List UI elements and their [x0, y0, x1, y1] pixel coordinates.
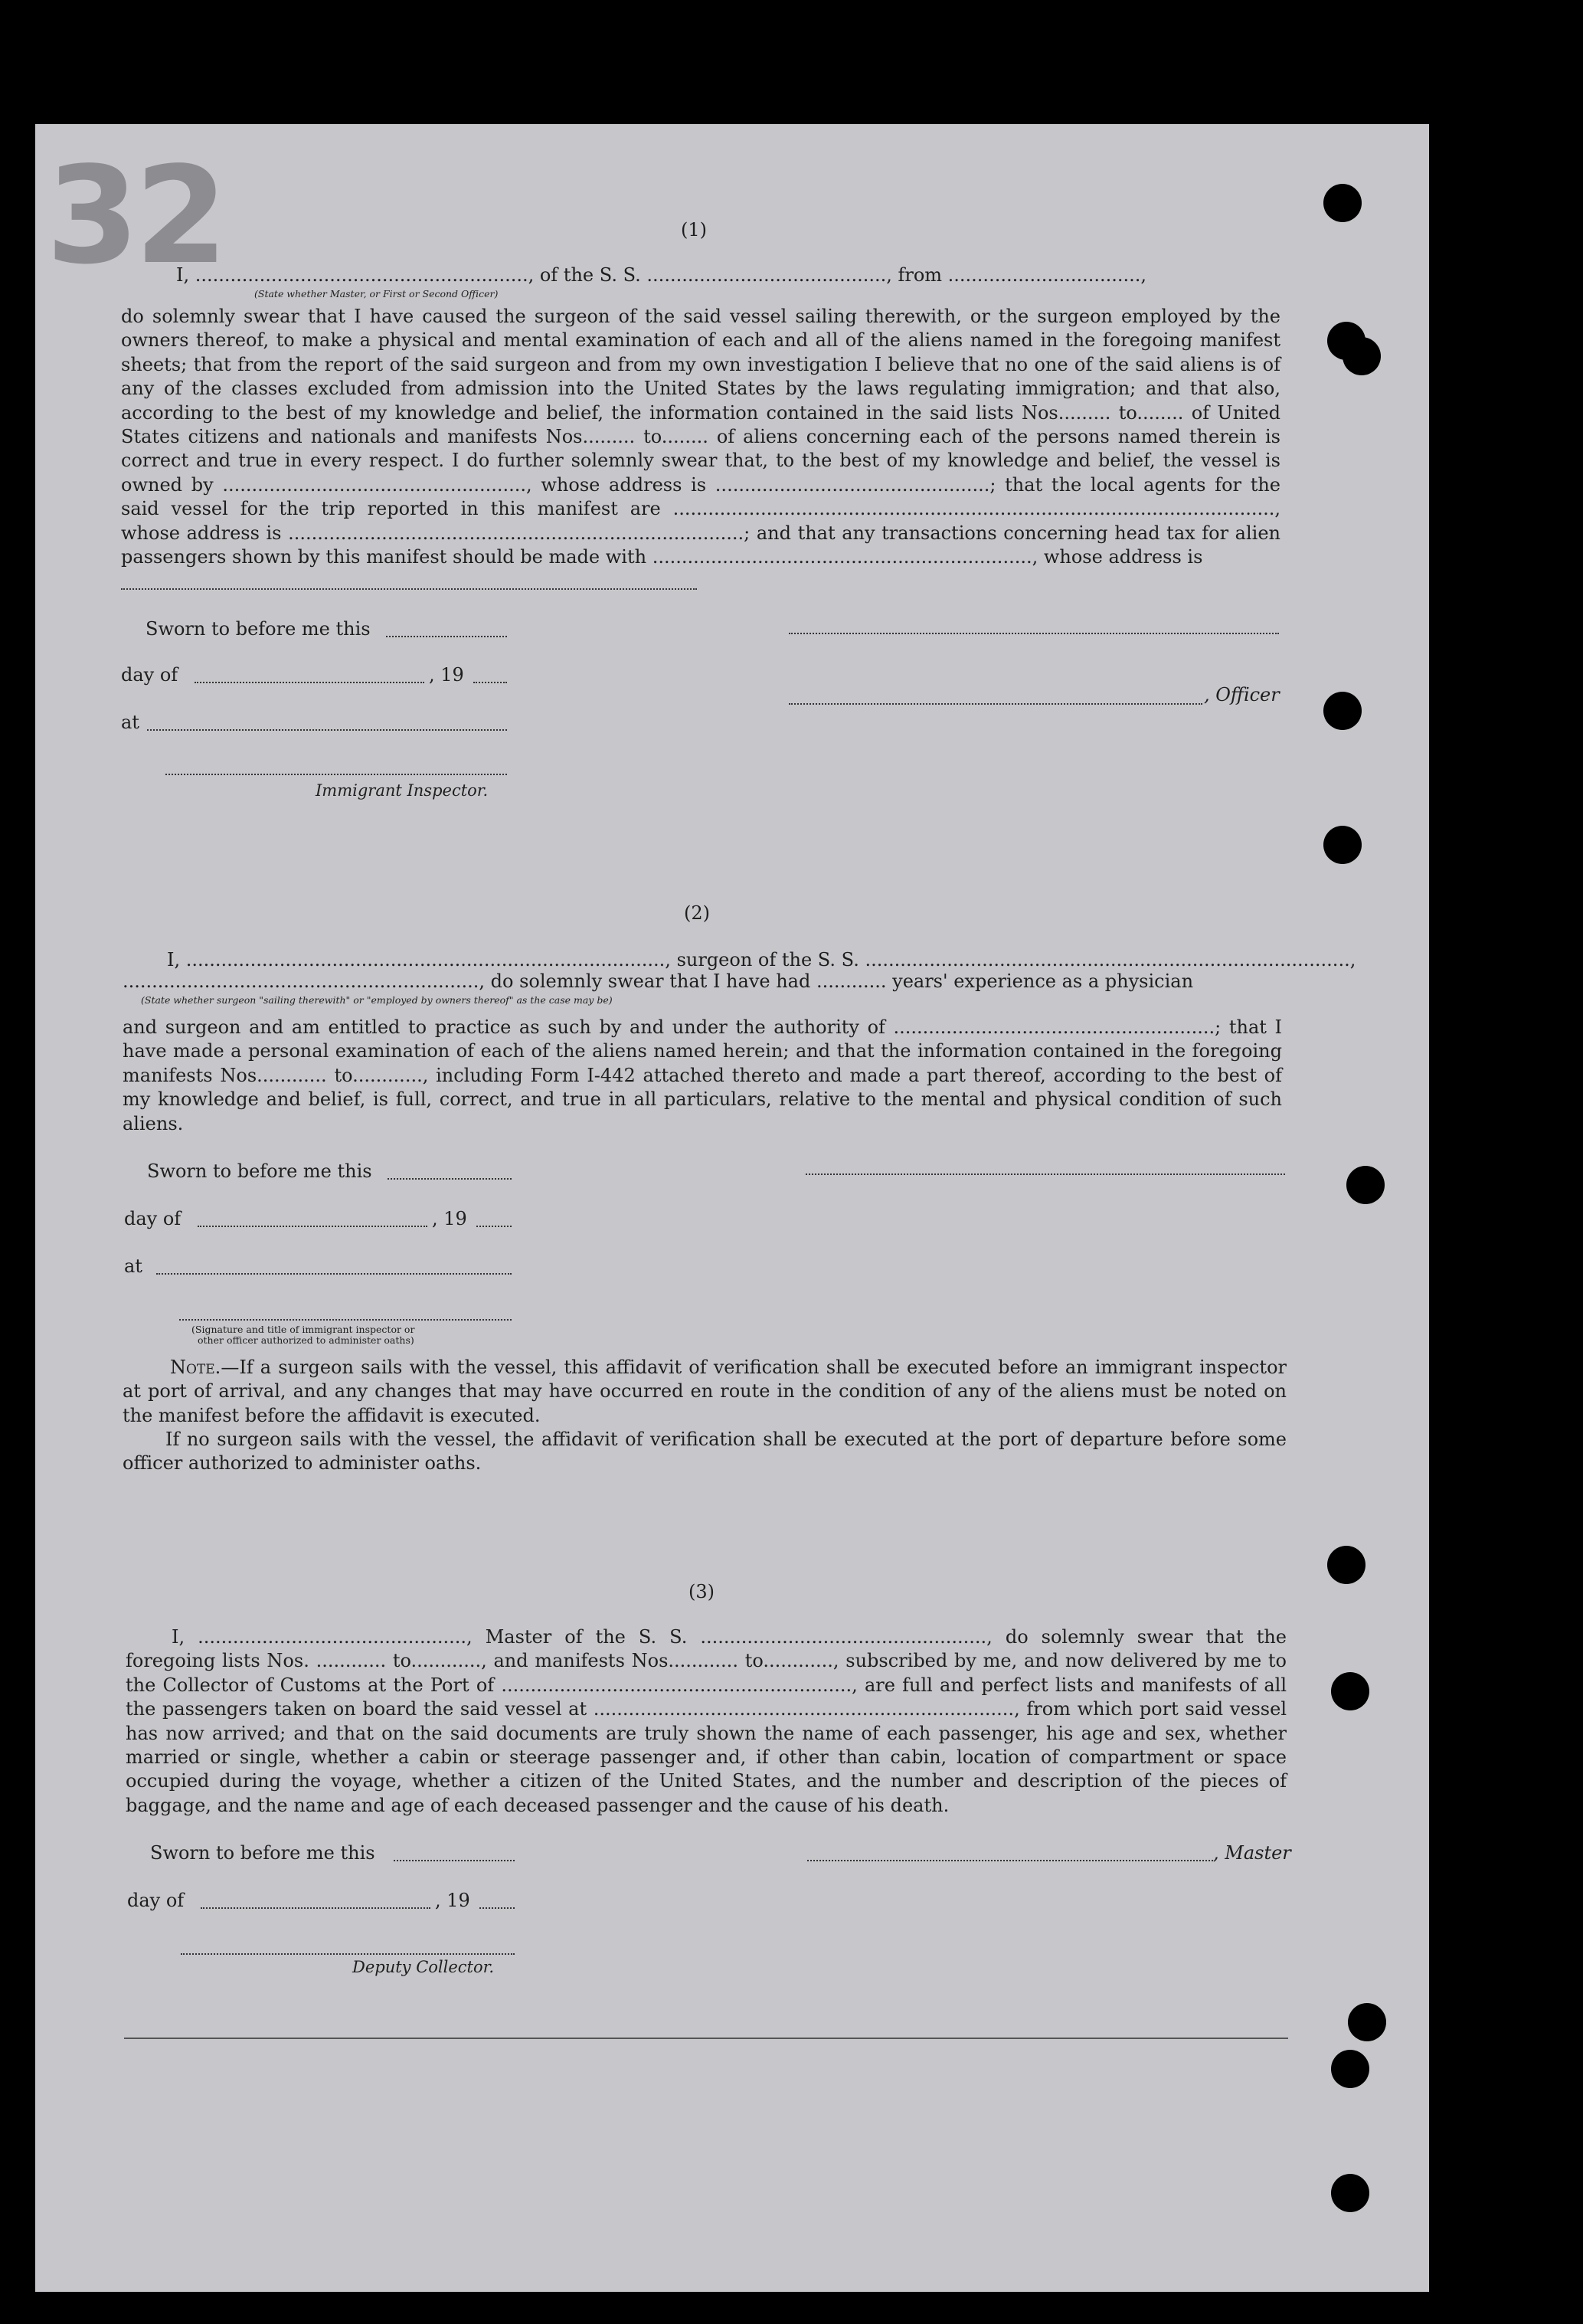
section-3-collector-caption: Deputy Collector.: [352, 1958, 495, 1976]
section-2-day-label: day of: [124, 1208, 182, 1229]
section-2-note: [123, 1356, 1287, 1428]
blank-line: [394, 1860, 515, 1861]
blank-line: [386, 636, 507, 637]
section-2-note-2: [123, 1428, 1287, 1476]
section-1-officer-label: , Officer: [1204, 684, 1280, 705]
blank-line: [479, 1907, 515, 1909]
section-2-year-label: , 19: [432, 1208, 467, 1229]
section-3-sworn-label: Sworn to before me this: [150, 1842, 375, 1864]
blank-line: [789, 703, 1202, 705]
section-2-at-label: at: [124, 1255, 142, 1277]
note-text-2: If no surgeon sails with the vessel, the affidavit of verification shall be executed at the port of departure before some officer authorized to administer oaths.: [123, 1429, 1287, 1475]
blank-line: [195, 682, 424, 683]
section-1-number: (1): [681, 219, 707, 241]
punch-hole: [1323, 826, 1362, 864]
note-label: Note.: [170, 1357, 221, 1378]
section-2-number: (2): [684, 902, 710, 924]
note-text: —If a surgeon sails with the vessel, this affidavit of verification shall be executed before an immigrant inspector at port of arrival, and any changes that may have occurred en route in the condition of any of the aliens must be noted on the manifest before the affidavit is executed.: [123, 1357, 1287, 1426]
section-1-at-label: at: [121, 712, 139, 733]
section-2-line-1: I, .................................................................................., surgeon of the S. S. ...................................................................................,: [167, 949, 1356, 971]
punch-hole: [1323, 692, 1362, 730]
blank-line: [201, 1907, 430, 1909]
section-2-sig-caption-2: other officer authorized to administer oaths): [198, 1334, 414, 1346]
section-1-oath-caption: (State whether Master, or First or Second Officer): [254, 288, 499, 300]
section-2-sig-caption-1: (Signature and title of immigrant inspector or: [191, 1324, 415, 1335]
section-2-line-2: ............................................................., do solemnly swear that I have had ............ years' experience as a physician: [123, 971, 1194, 992]
blank-line: [473, 682, 507, 683]
section-1-inspector-caption: Immigrant Inspector.: [316, 781, 489, 800]
bottom-rule: [124, 2038, 1288, 2039]
punch-hole: [1331, 1672, 1369, 1710]
section-2-caption: (State whether surgeon "sailing therewith" or "employed by owners thereof" as the case may be): [141, 994, 613, 1006]
section-1-body: do solemnly swear that I have caused the surgeon of the said vessel sailing therewith, or the surgeon employed by the owners thereof, to make a physical and mental examination of each and all of the aliens named in the foregoing manifest sheets; that from the report of the said surgeon and from my own investigation I believe that no one of the said aliens is of any of the classes excluded from admission into the United States by the laws regulating immigration; and that also, according to the best of my knowledge and belief, the information contained in the said lists Nos......... to........ of United States citizens and nationals and manifests Nos......... to........ of aliens concerning each of the persons named therein is correct and true in every respect. I do further solemnly swear that, to the best of my knowledge and belief, the vessel is owned by ...................................................., whose address is ...............................................; that the local agents for the said vessel for the trip reported in this manifest are ......................................................................................................., whose address is ..............................................................................; and that any transactions concerning head tax for alien passengers shown by this manifest should be made with ................................................................., whose address is: [121, 306, 1280, 568]
signature-line: [179, 1319, 512, 1321]
blank-line: [198, 1226, 427, 1227]
stamp-number: 32: [46, 139, 224, 294]
signature-line: [181, 1953, 515, 1955]
blank-line: [388, 1178, 512, 1180]
punch-hole: [1343, 337, 1381, 375]
section-3-number: (3): [688, 1581, 715, 1602]
section-1-sworn-label: Sworn to before me this: [146, 618, 371, 640]
punch-hole: [1331, 2174, 1369, 2212]
signature-line: [121, 588, 697, 590]
section-3-year-label: , 19: [435, 1890, 470, 1911]
punch-hole: [1323, 184, 1362, 222]
punch-hole: [1331, 2050, 1369, 2088]
blank-line: [789, 633, 1279, 634]
section-3-master-label: , Master: [1213, 1842, 1291, 1864]
blank-line: [476, 1226, 512, 1227]
section-2-body: and surgeon and am entitled to practice as such by and under the authority of .......................................................; that I have made a personal examination of each of the aliens named herein; and that the information contained in the foregoing manifests Nos............ to............, including Form I-442 attached thereto and made a part thereof, according to the best of my knowledge and belief, is full, correct, and true in all particulars, relative to the mental and physical condition of such aliens.: [123, 1016, 1282, 1134]
section-1-day-label: day of: [121, 664, 178, 686]
section-2-sworn-label: Sworn to before me this: [147, 1160, 372, 1182]
blank-line: [156, 1273, 512, 1275]
punch-hole: [1346, 1166, 1385, 1204]
blank-line: [807, 1860, 1213, 1861]
punch-hole: [1327, 1546, 1366, 1584]
section-3-body: I, .............................................., Master of the S. S. ................................................., do solemnly swear that the foregoing lists Nos. ............ to............, and manifests Nos............ to............, subscribed by me, and now delivered by me to the Collector of Customs at the Port of ............................................................, are full and perfect lists and manifests of all the passengers taken on board the said vessel at ........................................................................, from which port said vessel has now arrived; and that on the said documents are truly shown the name of each passenger, his age and sex, whether married or single, whether a cabin or steerage passenger and, if other than cabin, location of compartment or space occupied during the voyage, whether a citizen of the United States, and the number and description of the pieces of baggage, and the name and age of each deceased passenger and the cause of his death.: [126, 1626, 1287, 1816]
punch-hole: [1348, 2003, 1386, 2041]
section-1-year-label: , 19: [429, 664, 464, 686]
signature-line: [165, 774, 507, 775]
blank-line: [147, 729, 507, 731]
section-3-day-label: day of: [127, 1890, 185, 1911]
blank-line: [806, 1173, 1285, 1175]
section-1-oath-line: I, ........................................................., of the S. S. ........................................., from .................................,: [176, 264, 1147, 286]
